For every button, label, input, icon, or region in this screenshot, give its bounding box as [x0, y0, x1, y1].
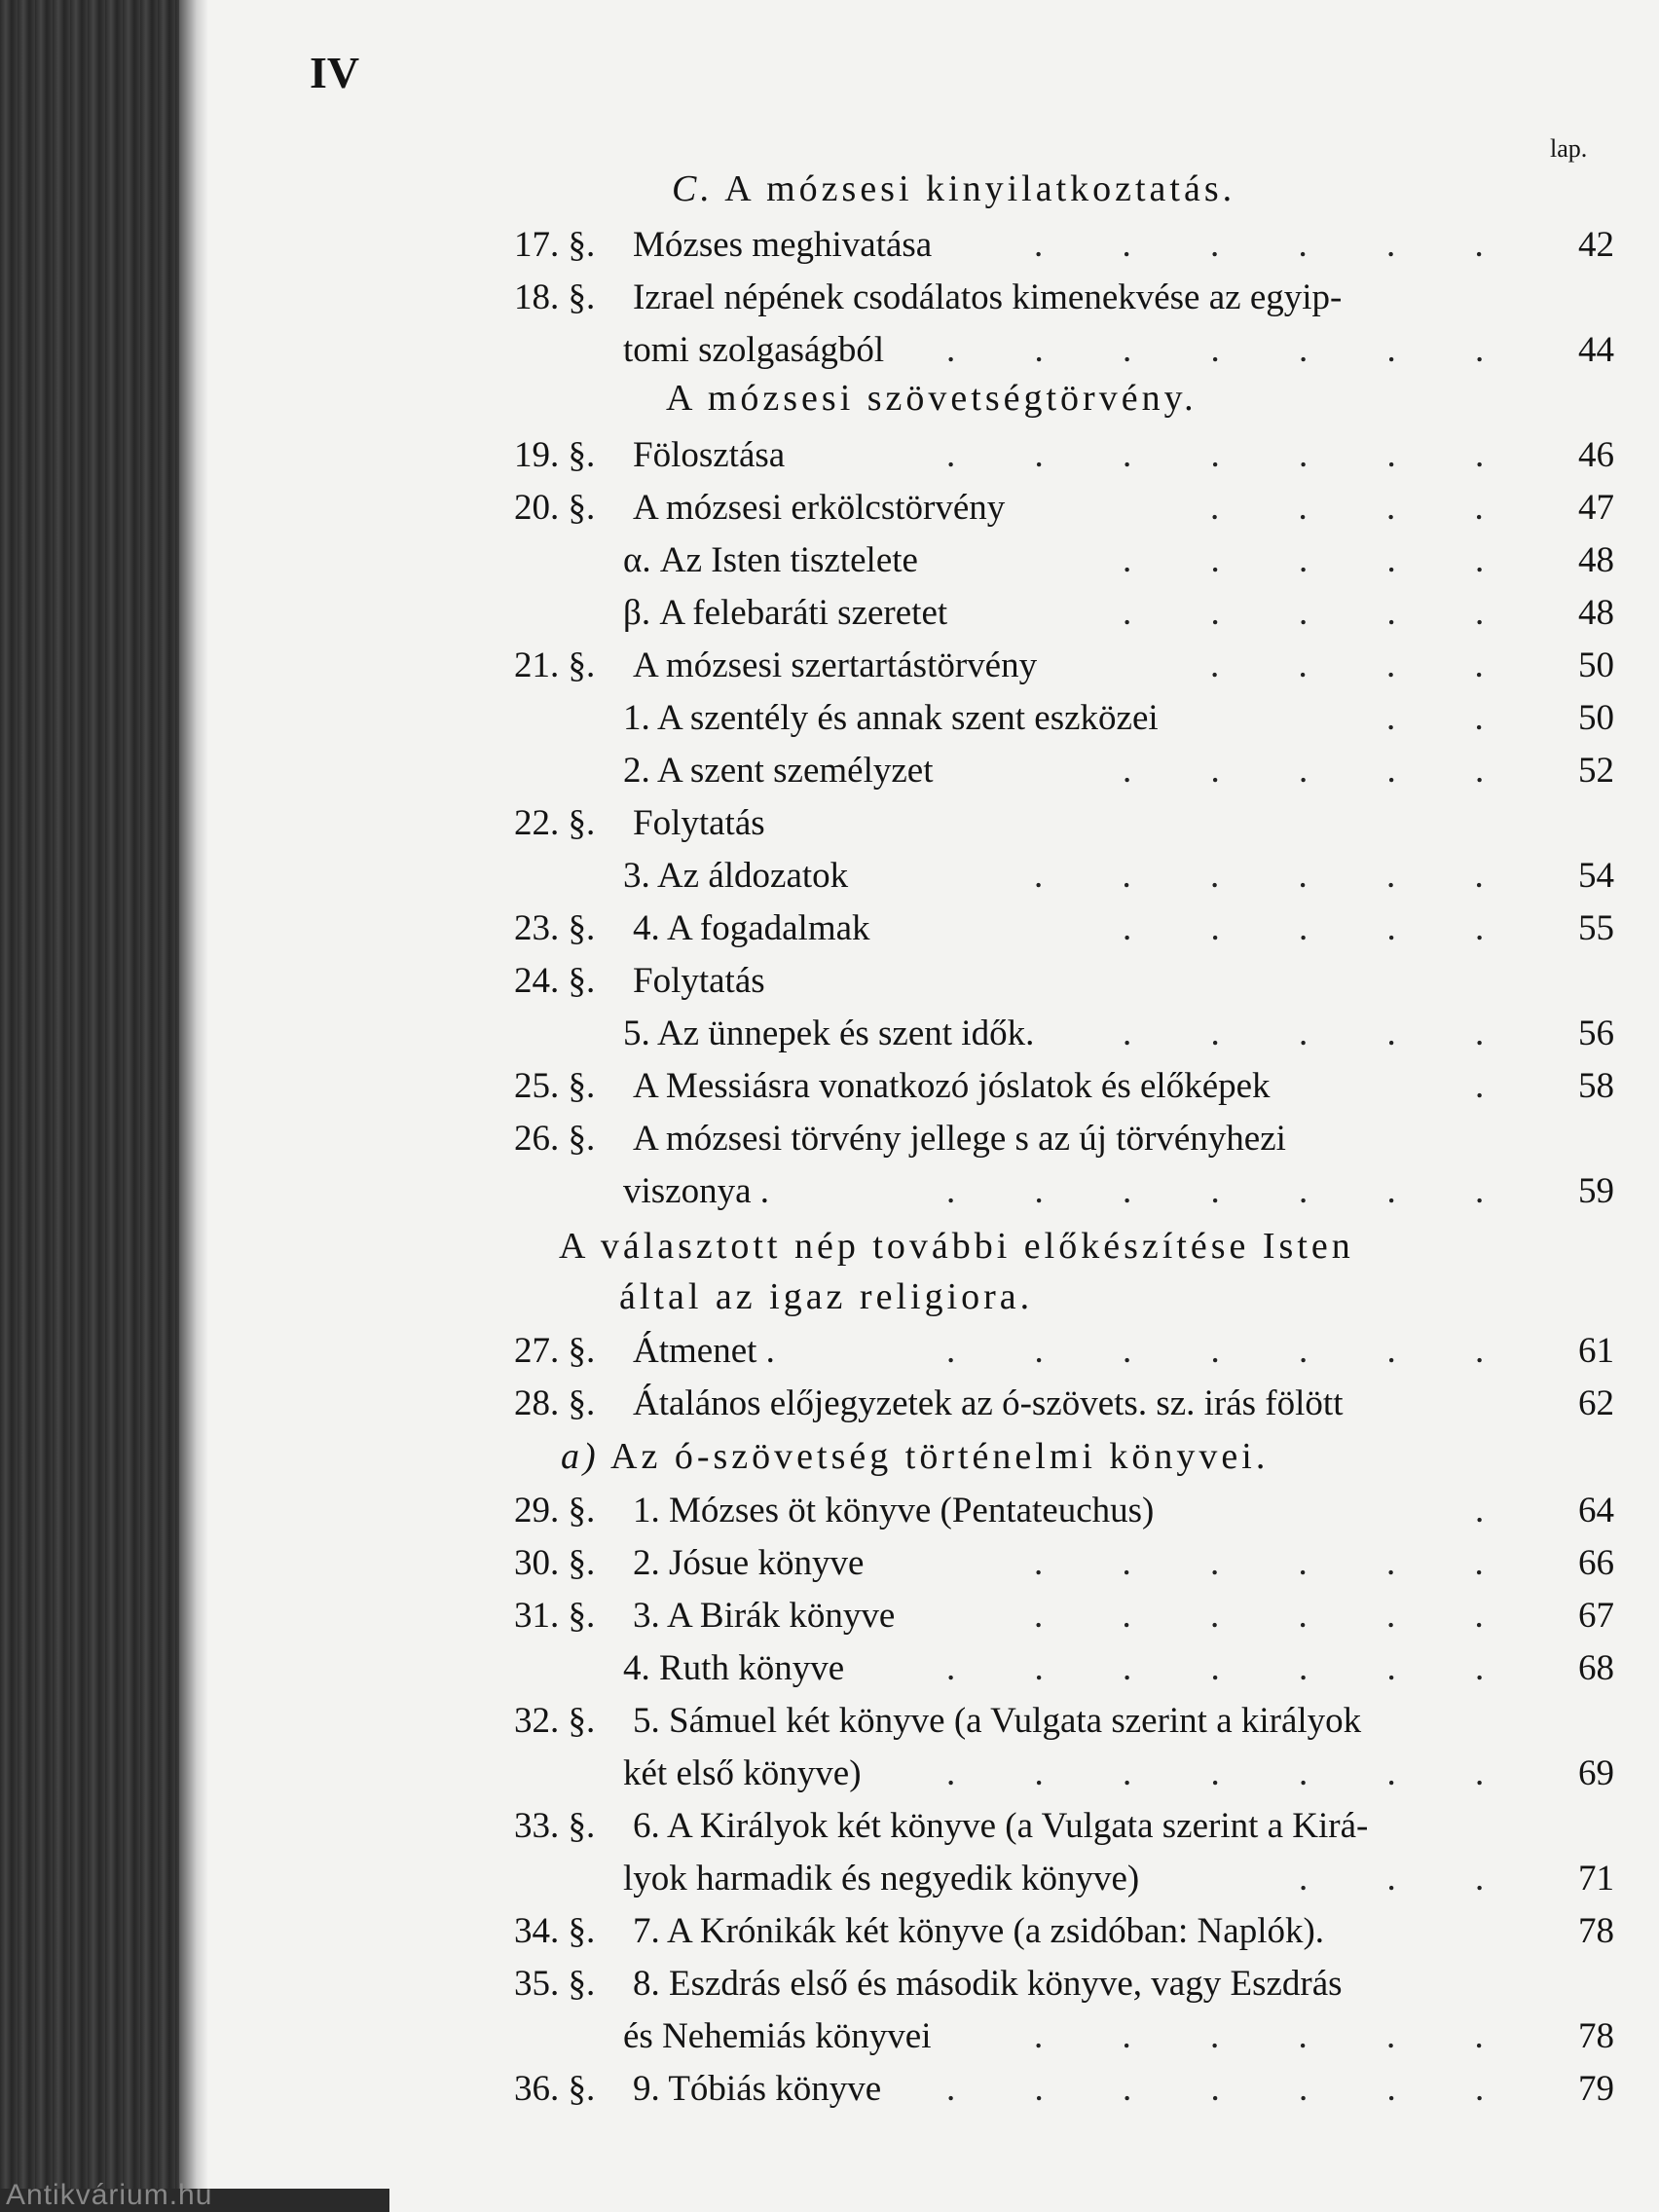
leader-dots: . . . . . .: [1034, 1543, 1519, 1583]
leader-dots: . . .: [1299, 1859, 1520, 1899]
entry-title: A mózsesi erkölcstörvény: [633, 488, 1006, 528]
toc-entry: [0, 1961, 1659, 2008]
entry-title: 1. Mózses öt könyve (Pentateuchus): [633, 1491, 1155, 1530]
section-number: 34. §.: [514, 1911, 596, 1951]
leader-dots: . . . . . .: [1034, 856, 1519, 896]
entry-title: 1. A szentély és annak szent eszközei: [623, 698, 1159, 738]
entry-title: tomi szolgaságból: [623, 330, 885, 370]
entry-title: viszonya .: [623, 1171, 770, 1211]
entry-title: Mózses meghivatása: [633, 225, 933, 265]
page-reference: 52: [1578, 751, 1614, 791]
toc-entry: [0, 1328, 1659, 1375]
heading-text: A mózsesi kinyilatkoztatás.: [713, 168, 1236, 209]
entry-title: 3. Az áldozatok: [623, 856, 849, 896]
toc-entry: [0, 1593, 1659, 1640]
entry-title: 4. A fogadalmak: [633, 908, 870, 948]
entry-title: 6. A Királyok két könyve (a Vulgata szerint a Kirá-: [633, 1806, 1369, 1846]
toc-entry: [0, 1856, 1659, 1902]
page-reference: 66: [1578, 1543, 1614, 1583]
page-reference: 55: [1578, 908, 1614, 948]
section-number: 27. §.: [514, 1331, 596, 1371]
toc-entry: [0, 1540, 1659, 1587]
section-number: 30. §.: [514, 1543, 596, 1583]
leader-dots: . . . . . . .: [946, 435, 1520, 475]
entry-title: A mózsesi törvény jellege s az új törvényhezi: [633, 1119, 1286, 1159]
leader-dots: . . . . . .: [1034, 1596, 1519, 1636]
entry-title: Folytatás: [633, 961, 765, 1001]
toc-entry: [0, 1381, 1659, 1427]
page-number: IV: [310, 48, 360, 97]
toc-entry: [0, 1751, 1659, 1797]
toc-entry: [0, 1698, 1659, 1745]
page-reference: 62: [1578, 1383, 1614, 1423]
leader-dots: . . . .: [1210, 645, 1519, 685]
leader-dots: . . . . . .: [1034, 2016, 1519, 2056]
section-number: 35. §.: [514, 1964, 596, 2004]
section-number: 31. §.: [514, 1596, 596, 1636]
toc-entry: [0, 905, 1659, 952]
section-number: 26. §.: [514, 1119, 596, 1159]
section-number: 21. §.: [514, 645, 596, 685]
leader-dots: . . . . .: [1123, 1014, 1520, 1053]
page-reference: 50: [1578, 698, 1614, 738]
leader-dots: .: [1475, 1491, 1520, 1530]
page-reference: 61: [1578, 1331, 1614, 1371]
toc-entry: [0, 800, 1659, 847]
section-number: 28. §.: [514, 1383, 596, 1423]
page-reference: 59: [1578, 1171, 1614, 1211]
section-heading: [559, 1225, 1354, 1268]
entry-title: Átalános előjegyzetek az ó-szövets. sz. irás fölött: [633, 1383, 1344, 1423]
toc-entry: [0, 432, 1659, 479]
leader-dots: . . . . .: [1123, 593, 1520, 633]
toc-entry: [0, 1168, 1659, 1215]
leader-dots: . . . . . . .: [946, 1171, 1520, 1211]
toc-entry: [0, 1011, 1659, 1057]
entry-title: két első könyve): [623, 1753, 862, 1793]
section-number: 24. §.: [514, 961, 596, 1001]
page-reference: 47: [1578, 488, 1614, 528]
section-number: 22. §.: [514, 803, 596, 843]
section-number: 18. §.: [514, 277, 596, 317]
section-number: 19. §.: [514, 435, 596, 475]
entry-title: 4. Ruth könyve: [623, 1648, 845, 1688]
toc-entry: [0, 1116, 1659, 1162]
leader-dots: . . . . . . .: [946, 1648, 1520, 1688]
section-heading: [666, 377, 1198, 420]
toc-entry: [0, 1908, 1659, 1955]
leader-dots: . . . . . . .: [946, 1753, 1520, 1793]
entry-title: 2. A szent személyzet: [623, 751, 934, 791]
page-reference: 50: [1578, 645, 1614, 685]
entry-title: 7. A Krónikák két könyve (a zsidóban: Naplók).: [633, 1911, 1325, 1951]
heading-text: Az ó-szövetség történelmi könyvei.: [599, 1436, 1270, 1477]
section-number: 23. §.: [514, 908, 596, 948]
leader-dots: . . . . . .: [1034, 225, 1519, 265]
section-heading: [672, 167, 1235, 210]
toc-entry: [0, 1488, 1659, 1534]
page-reference: 78: [1578, 1911, 1614, 1951]
heading-prefix: C.: [672, 168, 714, 209]
page-reference: 58: [1578, 1066, 1614, 1106]
toc-entry: [0, 643, 1659, 689]
page-reference: 44: [1578, 330, 1614, 370]
entry-title: 8. Eszdrás első és második könyve, vagy Eszdrás: [633, 1964, 1343, 2004]
heading-text: A választott nép további előkészítése Isten: [559, 1226, 1354, 1267]
leader-dots: . .: [1386, 698, 1519, 738]
leader-dots: . . . .: [1210, 488, 1519, 528]
toc-entry: [0, 2066, 1659, 2113]
toc-entry: [0, 1645, 1659, 1692]
toc-entry: [0, 748, 1659, 794]
toc-entry: [0, 1803, 1659, 1850]
leader-dots: . . . . .: [1123, 751, 1520, 791]
toc-entry: [0, 537, 1659, 584]
entry-title: 5. Sámuel két könyve (a Vulgata szerint a királyok: [633, 1701, 1362, 1741]
entry-title: Folytatás: [633, 803, 765, 843]
leader-dots: . . . . .: [1123, 908, 1520, 948]
entry-title: Átmenet .: [633, 1331, 775, 1371]
leader-dots: .: [1475, 1066, 1520, 1106]
entry-title: α. Az Isten tisztelete: [623, 540, 918, 580]
page-reference: 69: [1578, 1753, 1614, 1793]
toc-entry: [0, 485, 1659, 532]
heading-text: által az igaz religiora.: [619, 1276, 1034, 1317]
leader-dots: . . . . .: [1123, 540, 1520, 580]
page-reference: 48: [1578, 540, 1614, 580]
page-reference: 79: [1578, 2069, 1614, 2109]
page-reference: 42: [1578, 225, 1614, 265]
toc-entry: [0, 275, 1659, 321]
section-heading: [619, 1275, 1033, 1318]
entry-title: és Nehemiás könyvei: [623, 2016, 932, 2056]
section-number: 25. §.: [514, 1066, 596, 1106]
section-number: 33. §.: [514, 1806, 596, 1846]
toc-entry: [0, 1063, 1659, 1110]
lap-column-label: lap.: [1550, 134, 1588, 163]
entry-title: 2. Jósue könyve: [633, 1543, 865, 1583]
leader-dots: . . . . . . .: [946, 1331, 1520, 1371]
heading-prefix: a): [561, 1436, 600, 1477]
toc-entry: [0, 853, 1659, 900]
page-reference: 68: [1578, 1648, 1614, 1688]
watermark: Antikvárium.hu: [6, 2179, 213, 2211]
section-heading: [561, 1435, 1269, 1478]
entry-title: Izrael népének csodálatos kimenekvése az egyip-: [633, 277, 1343, 317]
toc-entry: [0, 222, 1659, 269]
section-number: 29. §.: [514, 1491, 596, 1530]
heading-text: A mózsesi szövetségtörvény.: [666, 378, 1198, 419]
page-reference: 64: [1578, 1491, 1614, 1530]
page-reference: 46: [1578, 435, 1614, 475]
toc-entry: [0, 327, 1659, 374]
leader-dots: . . . . . . .: [946, 2069, 1520, 2109]
page-reference: 56: [1578, 1014, 1614, 1053]
toc-entry: [0, 695, 1659, 742]
toc-entry: [0, 958, 1659, 1005]
entry-title: β. A felebaráti szeretet: [623, 593, 948, 633]
entry-title: lyok harmadik és negyedik könyve): [623, 1859, 1140, 1899]
toc-entry: [0, 590, 1659, 637]
section-number: 32. §.: [514, 1701, 596, 1741]
entry-title: 9. Tóbiás könyve: [633, 2069, 882, 2109]
section-number: 17. §.: [514, 225, 596, 265]
toc-entry: [0, 2013, 1659, 2060]
section-number: 36. §.: [514, 2069, 596, 2109]
page-reference: 71: [1578, 1859, 1614, 1899]
entry-title: Fölosztása: [633, 435, 786, 475]
section-number: 20. §.: [514, 488, 596, 528]
entry-title: 3. A Birák könyve: [633, 1596, 896, 1636]
page-reference: 54: [1578, 856, 1614, 896]
leader-dots: . . . . . . .: [946, 330, 1520, 370]
entry-title: 5. Az ünnepek és szent idők.: [623, 1014, 1035, 1053]
entry-title: A Messiásra vonatkozó jóslatok és előképek: [633, 1066, 1271, 1106]
page-reference: 67: [1578, 1596, 1614, 1636]
entry-title: A mózsesi szertartástörvény: [633, 645, 1038, 685]
page-reference: 48: [1578, 593, 1614, 633]
page-reference: 78: [1578, 2016, 1614, 2056]
